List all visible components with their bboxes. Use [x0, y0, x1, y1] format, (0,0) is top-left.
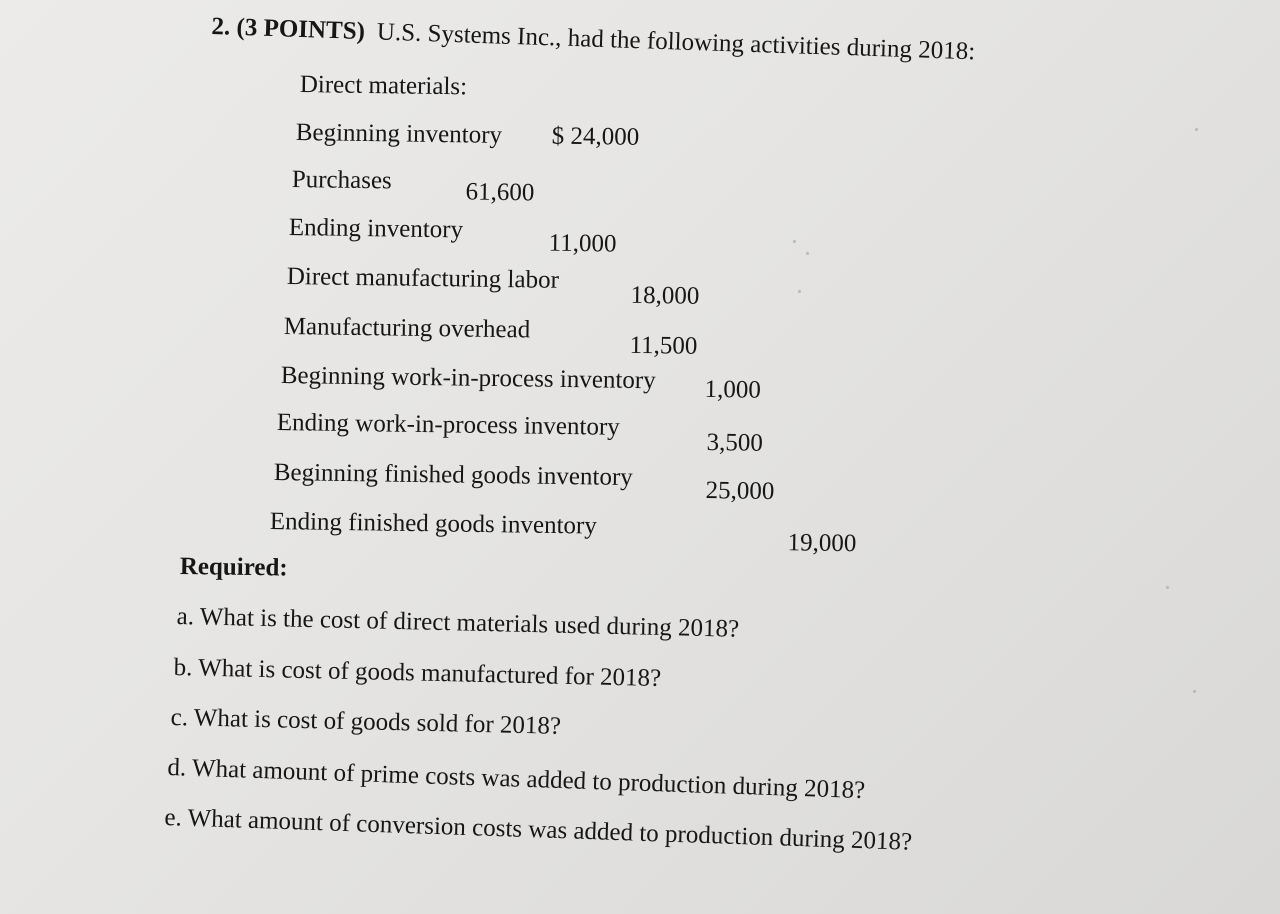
required-title: Required: [179, 552, 288, 582]
question-d: d. What amount of prime costs was added to production during 2018? [167, 753, 866, 805]
row-label: Beginning work-in-process inventory [280, 361, 656, 395]
row-value: $ 24,000 [551, 122, 640, 151]
row-value: 3,500 [706, 429, 763, 457]
row-label: Ending finished goods inventory [269, 507, 598, 540]
question-e: e. What amount of conversion costs was added to production during 2018? [164, 803, 913, 856]
paper-speck [793, 240, 796, 243]
problem-number-label: 2. (3 POINTS) [211, 12, 366, 46]
row-value: 18,000 [630, 281, 700, 310]
row-value: 11,000 [548, 229, 617, 258]
row-label: Manufacturing overhead [283, 312, 531, 344]
paper-speck [1195, 128, 1198, 131]
paper-speck [798, 290, 801, 293]
row-label: Ending inventory [288, 213, 464, 244]
row-label: Purchases [291, 165, 392, 195]
row-label: Beginning inventory [295, 118, 503, 149]
question-b: b. What is cost of goods manufactured for 2018? [173, 653, 662, 693]
row-value: 1,000 [704, 375, 762, 404]
paper-speck [1193, 690, 1196, 693]
row-value: 11,500 [629, 331, 698, 360]
row-label: Ending work-in-process inventory [276, 408, 620, 441]
paper-speck [806, 252, 809, 255]
row-label: Beginning finished goods inventory [273, 458, 633, 492]
row-value: 19,000 [787, 529, 857, 558]
paper-speck [1166, 586, 1169, 589]
section-title-direct-materials: Direct materials: [299, 70, 468, 101]
question-c: c. What is cost of goods sold for 2018? [170, 703, 562, 740]
row-label: Direct manufacturing labor [286, 262, 560, 294]
row-value: 25,000 [705, 477, 775, 505]
question-a: a. What is the cost of direct materials used during 2018? [176, 602, 740, 643]
problem-intro-text: U.S. Systems Inc., had the following activities during 2018: [376, 18, 976, 66]
row-value: 61,600 [465, 178, 535, 207]
problem-header [211, 12, 976, 67]
